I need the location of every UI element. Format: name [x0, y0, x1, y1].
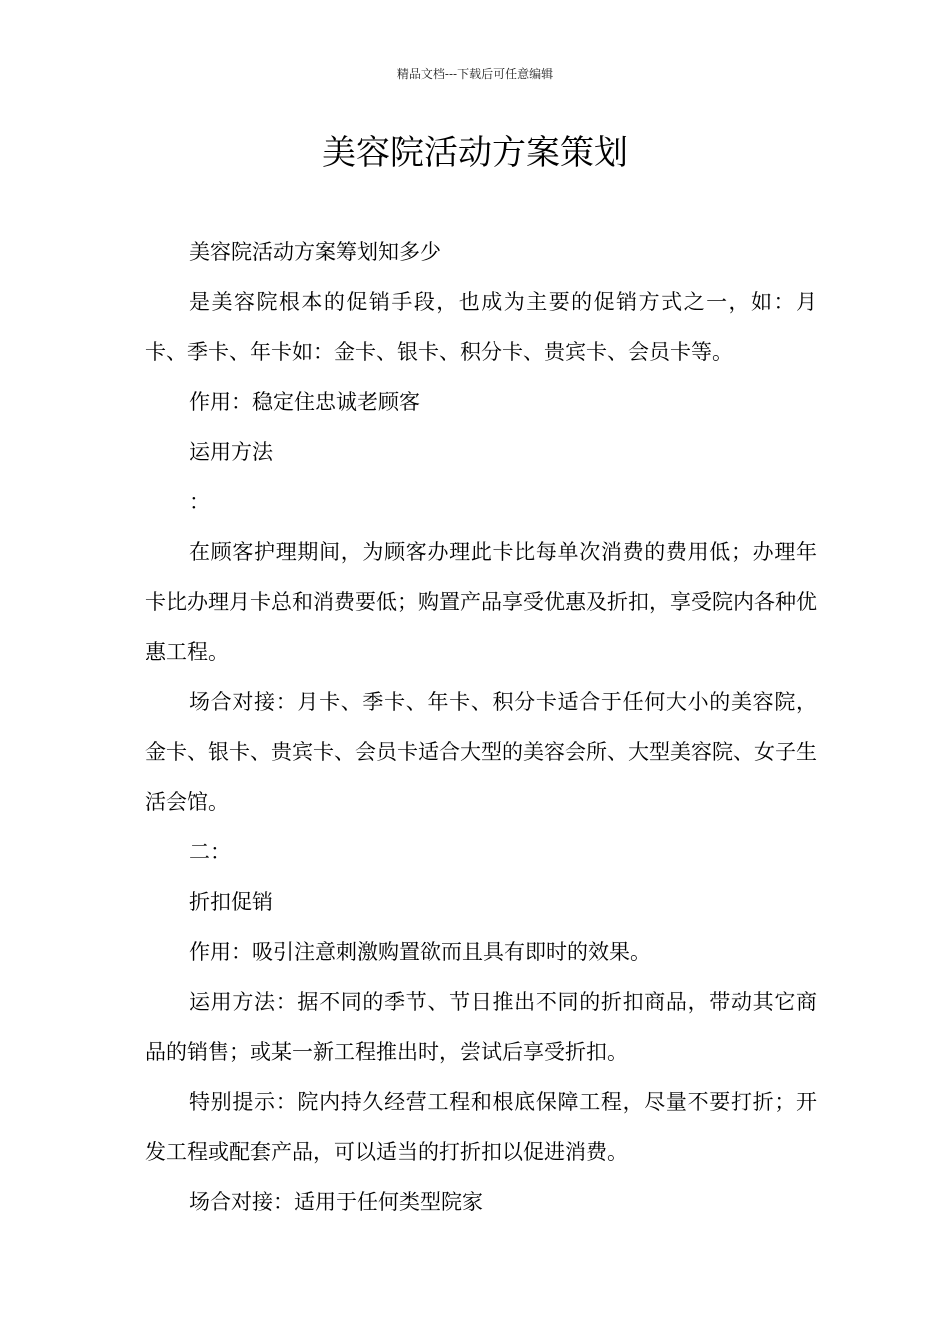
paragraph: 美容院活动方案筹划知多少	[189, 240, 441, 264]
paragraph: 运用方法：据不同的季节、节日推出不同的折扣商品，带动其它商品的销售；或某一新工程推出时，尝试后享受折扣。	[145, 990, 817, 1064]
header-note: 精品文档---下载后可任意编辑	[396, 67, 554, 81]
paragraph: 作用：吸引注意刺激购置欲而且具有即时的效果。	[189, 940, 651, 964]
paragraph: 折扣促销	[189, 890, 273, 914]
paragraph: 场合对接：月卡、季卡、年卡、积分卡适合于任何大小的美容院，金卡、银卡、贵宾卡、会员卡适合大型的美容会所、大型美容院、女子生活会馆。	[145, 690, 817, 814]
paragraph: 二：	[189, 840, 231, 864]
paragraph: 在顾客护理期间，为顾客办理此卡比每单次消费的费用低；办理年卡比办理月卡总和消费要低；购置产品享受优惠及折扣，享受院内各种优惠工程。	[145, 540, 817, 664]
paragraph: 运用方法	[189, 440, 273, 464]
paragraph: 作用：稳定住忠诚老顾客	[189, 390, 420, 414]
paragraph: 是美容院根本的促销手段，也成为主要的促销方式之一，如：月卡、季卡、年卡如：金卡、银卡、积分卡、贵宾卡、会员卡等。	[145, 290, 817, 364]
document-title: 美容院活动方案策划	[322, 133, 628, 173]
paragraph: 场合对接：适用于任何类型院家	[189, 1190, 483, 1214]
paragraph: 特别提示：院内持久经营工程和根底保障工程，尽量不要打折；开发工程或配套产品，可以适当的打折扣以促进消费。	[145, 1090, 817, 1164]
paragraph: ：	[189, 490, 210, 514]
document-body	[145, 227, 817, 1227]
